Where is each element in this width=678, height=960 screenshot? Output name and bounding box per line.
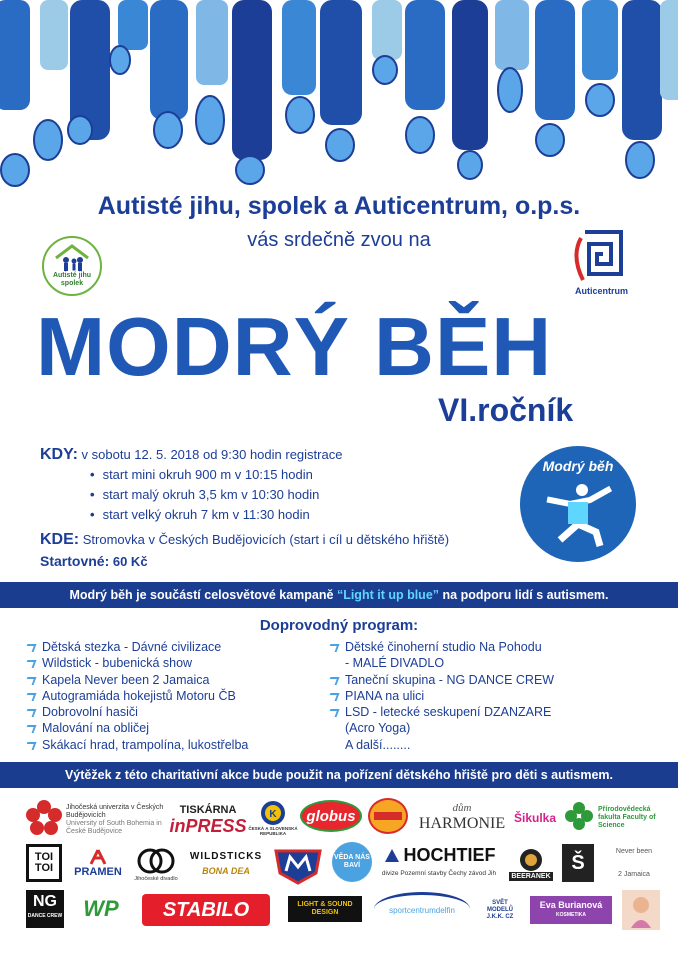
eva-name: Eva Burianová: [539, 900, 603, 910]
start-item: • start mini okruh 900 m v 10:15 hodin: [90, 465, 319, 485]
auticentrum-logo-label: Auticentrum: [575, 286, 629, 296]
eva-burianova-logo: [530, 896, 612, 924]
start-item: • start malý okruh 3,5 km v 10:30 hodin: [90, 485, 319, 505]
beeranek-name: BEERANEK: [511, 872, 551, 880]
beeranek-logo: [508, 842, 554, 886]
program-item: PIANA na ulici: [325, 688, 554, 704]
divadlo-logo: [128, 842, 184, 886]
harmonie-logo: [418, 796, 506, 836]
jcu-name-en: University of South Bohemia in České Budějovice: [66, 820, 162, 835]
toitoi-logo: TOI TOI: [26, 844, 62, 882]
program-item: Malování na obličej: [22, 720, 248, 736]
jkk-logo: SVĚT MODELŮ J.K.K. CZ: [486, 899, 514, 920]
auticentrum-spiral-icon: [565, 228, 625, 286]
badge-text: Modrý běh: [542, 458, 614, 474]
program-item: Dětská stezka - Dávné civilizace: [22, 639, 248, 655]
program-item-continued: (Acro Yoga): [345, 721, 411, 736]
fee-row: [40, 552, 148, 571]
inpress-top: TISKÁRNA: [179, 804, 237, 816]
campaign-text-after: na podporu lidí s autismem.: [439, 588, 609, 602]
proceeds-banner: Výtěžek z této charitativní akce bude použit na pořízení dětského hřiště pro děti s autismem.: [0, 762, 678, 788]
program-title: Doprovodný program:: [259, 617, 419, 634]
svg-text:K: K: [269, 809, 277, 820]
ng-sub: DANCE CREW: [27, 913, 63, 919]
start-times-list: [90, 465, 319, 525]
program-item: Autogramiáda hokejistů Motoru ČB: [22, 688, 248, 704]
start-item: • start velký okruh 7 km v 11:30 hodin: [90, 505, 319, 525]
ng-dance-logo: [26, 890, 64, 928]
when-value: v sobotu 12. 5. 2018 od 9:30 hodin registrace: [81, 447, 343, 462]
kiwanis-logo: [248, 796, 298, 840]
inpress-logo: [169, 796, 247, 840]
pramen-logo: [70, 842, 126, 884]
organizers-heading: Autisté jihu, spolek a Auticentrum, o.p.s.: [97, 192, 581, 220]
delfin-logo: sportcentrumdelfin: [374, 892, 470, 926]
nb2j-logo: [604, 842, 664, 884]
program-item: Taneční skupina - NG DANCE CREW: [325, 672, 554, 688]
portrait-photo: [622, 890, 660, 930]
autiste-jihu-logo-text: Autisté jihu spolek: [52, 272, 92, 287]
veda-nas-bavi-logo: VĚDA NÁS BAVÍ: [332, 842, 372, 882]
autiste-jihu-logo: [42, 236, 102, 296]
hochtief-icon: [383, 847, 401, 863]
bonadea-name: BONA DEA: [202, 866, 250, 876]
light-sound-logo: LIGHT & SOUND DESIGN: [288, 896, 362, 922]
divadlo-name: Jihočeské divadlo: [134, 876, 178, 882]
event-edition: VI.ročník: [438, 392, 574, 428]
pramen-name: PRAMEN: [74, 866, 122, 878]
runners-illustration: [0, 0, 678, 190]
sponsors-area: [0, 790, 678, 960]
s-logo: Š: [562, 844, 594, 882]
wp-logo: WP: [83, 896, 119, 921]
fee-value: 60 Kč: [112, 554, 148, 569]
jcu-logo-icon: [24, 798, 64, 838]
runner-figure-icon: [542, 482, 616, 552]
nb2j-name: 2 Jamaica: [618, 871, 650, 878]
where-label: KDE:: [40, 531, 80, 548]
hochtief-logo: [378, 842, 500, 886]
program-right-column: [325, 639, 554, 753]
harmonie-top: dům: [452, 802, 472, 814]
eva-sub: KOSMETIKA: [556, 912, 586, 918]
when-label: KDY:: [40, 446, 78, 463]
event-title: MODRÝ BĚH: [36, 300, 553, 393]
program-left-column: [22, 639, 248, 753]
where-value: Stromovka v Českých Budějovicích (start i cíl u dětského hřiště): [82, 532, 450, 547]
sikulka-logo: Šikulka: [513, 811, 557, 825]
motor-cb-logo-icon: [270, 842, 326, 886]
program-item: Dobrovolní hasiči: [22, 704, 248, 720]
prf-logo-icon: [562, 798, 596, 834]
stabilo-logo: STABILO: [142, 894, 270, 926]
kiwanis-text: ČESKÁ A SLOVENSKÁ REPUBLIKA: [248, 826, 298, 836]
wildsticks-name: WILDSTICKS: [189, 851, 263, 862]
jcu-logo-text: [66, 800, 166, 840]
nb2j-top: Never been: [615, 848, 653, 855]
ng-name: NG: [33, 893, 57, 910]
invite-line: vás srdečně zvou na: [247, 229, 431, 251]
campaign-text-before: Modrý běh je součástí celosvětové kampaně: [69, 588, 337, 602]
orange-badge-logo: [368, 798, 408, 834]
globus-logo: globus: [300, 800, 362, 832]
house-family-icon: [44, 238, 100, 272]
orange-badge-band: [374, 812, 402, 820]
campaign-highlight: “Light it up blue”: [336, 588, 440, 602]
hochtief-sub: divize Pozemní stavby Čechy závod Jih: [381, 870, 497, 877]
program-item: Skákací hrad, trampolína, lukostřelba: [22, 737, 248, 753]
program-item: Kapela Never been 2 Jamaica: [22, 672, 248, 688]
program-more: A další........: [345, 737, 411, 752]
program-item: Dětské činoherní studio Na Pohodu: [325, 639, 554, 655]
modry-beh-badge: [520, 446, 636, 562]
inpress-name: inPRESS: [169, 816, 247, 836]
program-item: LSD - letecké seskupení DZANZARE: [325, 704, 554, 720]
campaign-banner: [0, 582, 678, 608]
jcu-name: Jihočeská univerzita v Českých Budějovicích: [66, 804, 164, 819]
fee-label: Startovné:: [40, 553, 110, 569]
program-item: Wildstick - bubenická show: [22, 655, 248, 671]
when-row: [40, 446, 342, 464]
where-row: [40, 531, 449, 549]
hochtief-name: HOCHTIEF: [403, 845, 496, 865]
program-item-continued: - MALÉ DIVADLO: [345, 656, 445, 671]
harmonie-name: HARMONIE: [418, 815, 506, 832]
wildsticks-logo: [190, 844, 262, 884]
prf-logo-text: Přírodovědecká fakulta Faculty of Science: [598, 806, 656, 829]
